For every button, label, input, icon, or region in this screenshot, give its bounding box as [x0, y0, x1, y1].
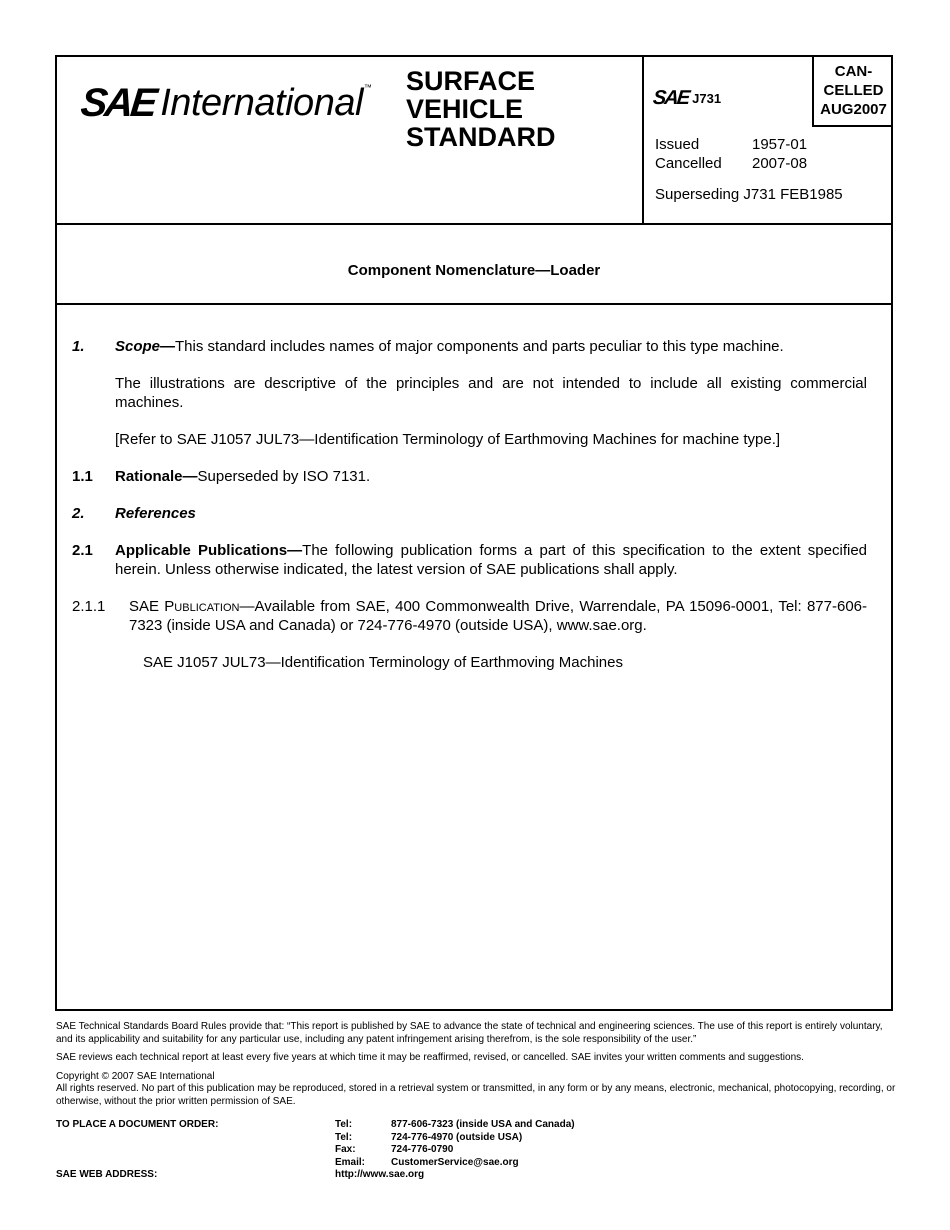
section-heading: Applicable Publications— — [115, 542, 303, 559]
document-body — [72, 337, 867, 690]
document-id — [653, 87, 721, 110]
status-line: AUG2007 — [820, 101, 887, 118]
reference-item: SAE J1057 JUL73—Identification Terminology of Earthmoving Machines — [143, 654, 623, 671]
order-label: TO PLACE A DOCUMENT ORDER: — [56, 1119, 219, 1130]
section-number: 2. — [72, 505, 85, 522]
contact-key: Fax: — [335, 1144, 356, 1155]
contact-row — [335, 1132, 735, 1145]
section-heading: References — [115, 505, 196, 522]
section-1-1 — [72, 467, 867, 486]
section-heading: Scope— — [115, 338, 176, 355]
superseding-text: Superseding J731 FEB1985 — [655, 186, 843, 203]
section-number: 2.1 — [72, 542, 93, 559]
standard-type-line: STANDARD — [406, 122, 556, 152]
status-box — [812, 57, 893, 127]
contact-list — [335, 1119, 735, 1182]
title-rule — [57, 303, 891, 305]
paragraph: The illustrations are descriptive of the principles and are not intended to include all existing commercial machines. — [115, 375, 867, 411]
standard-type-line: SURFACE — [406, 66, 536, 96]
document-frame — [55, 55, 893, 1011]
web-label: SAE WEB ADDRESS: — [56, 1169, 158, 1180]
standard-type-line: VEHICLE — [406, 94, 524, 124]
document-number: J731 — [692, 91, 722, 106]
document-dates — [655, 135, 843, 204]
contact-row — [335, 1144, 735, 1157]
section-number: 2.1.1 — [72, 598, 106, 615]
section-heading: SAE Publication — [129, 598, 240, 615]
section-text: —Available from SAE, 400 Commonwealth Drive, Warrendale, PA 15096-0001, Tel: 877-606-7323 (inside USA and Canada) or 724-776-4970 (outside USA), www.sae.org. — [129, 598, 868, 634]
status-line: CELLED — [823, 82, 884, 99]
logo-trademark: ™ — [363, 83, 372, 92]
standard-type — [406, 67, 556, 151]
section-2-1-1 — [72, 597, 867, 635]
logo-international-text: International — [160, 82, 363, 124]
section-number: 1. — [72, 338, 85, 355]
contact-value[interactable]: CustomerService@sae.org — [391, 1156, 519, 1168]
contact-key: Tel: — [335, 1131, 353, 1143]
footer-rules: SAE Technical Standards Board Rules provide that: “This report is published by SAE to advance the state of technical and engineering sciences. The use of this report is entirely voluntary, and its applicability and suitability for any particular use, including any patent infringement arising therefrom, is the sole responsibility of the user.” — [56, 1021, 883, 1045]
status-line: CAN- — [834, 63, 873, 80]
web-address-link[interactable]: http://www.sae.org — [335, 1169, 425, 1180]
section-1 — [72, 337, 867, 356]
contact-value[interactable]: 724-776-4970 (outside USA) — [391, 1131, 523, 1143]
section-text: The following publication forms a part of this specification to the extent specified herein. Unless otherwise indicated, the latest version of SAE publications shall apply. — [115, 542, 868, 578]
footer — [56, 1021, 898, 1114]
issued-label: Issued — [655, 136, 700, 153]
footer-rights: All rights reserved. No part of this publication may be reproduced, stored in a retrieval system or transmitted, in any form or by any means, electronic, mechanical, photocopying, recording, or otherwise, without the prior written permission of SAE. — [56, 1083, 896, 1107]
logo-sae-text: SAE — [78, 81, 157, 125]
section-2-1 — [72, 541, 867, 579]
section-text: Superseded by ISO 7131. — [197, 468, 371, 485]
footer-copyright: Copyright © 2007 SAE International — [56, 1070, 215, 1082]
header-rule — [57, 223, 891, 225]
footer-review: SAE reviews each technical report at least every five years at which time it may be reaffirmed, revised, or cancelled. SAE invites your written comments and suggestions. — [56, 1052, 804, 1063]
contact-key: Email: — [335, 1156, 366, 1168]
cancelled-value: 2007-08 — [752, 155, 808, 172]
document-title: Component Nomenclature—Loader — [347, 262, 601, 279]
section-2 — [72, 504, 867, 523]
contact-key: Tel: — [335, 1119, 353, 1130]
section-text: This standard includes names of major components and parts peculiar to this type machine. — [175, 338, 784, 355]
contact-value[interactable]: 877-606-7323 (inside USA and Canada) — [391, 1119, 575, 1130]
header-divider — [642, 57, 644, 225]
contact-value[interactable]: 724-776-0790 — [391, 1144, 454, 1155]
cancelled-label: Cancelled — [655, 155, 722, 172]
sae-international-logo — [78, 79, 372, 127]
section-heading: Rationale— — [115, 468, 198, 485]
contact-row — [335, 1119, 735, 1132]
sae-mini-logo: SAE — [651, 87, 690, 109]
issued-value: 1957-01 — [752, 136, 808, 153]
paragraph: [Refer to SAE J1057 JUL73—Identification Terminology of Earthmoving Machines for machine type.] — [115, 431, 781, 448]
contact-row — [335, 1157, 735, 1170]
section-number: 1.1 — [72, 468, 93, 485]
